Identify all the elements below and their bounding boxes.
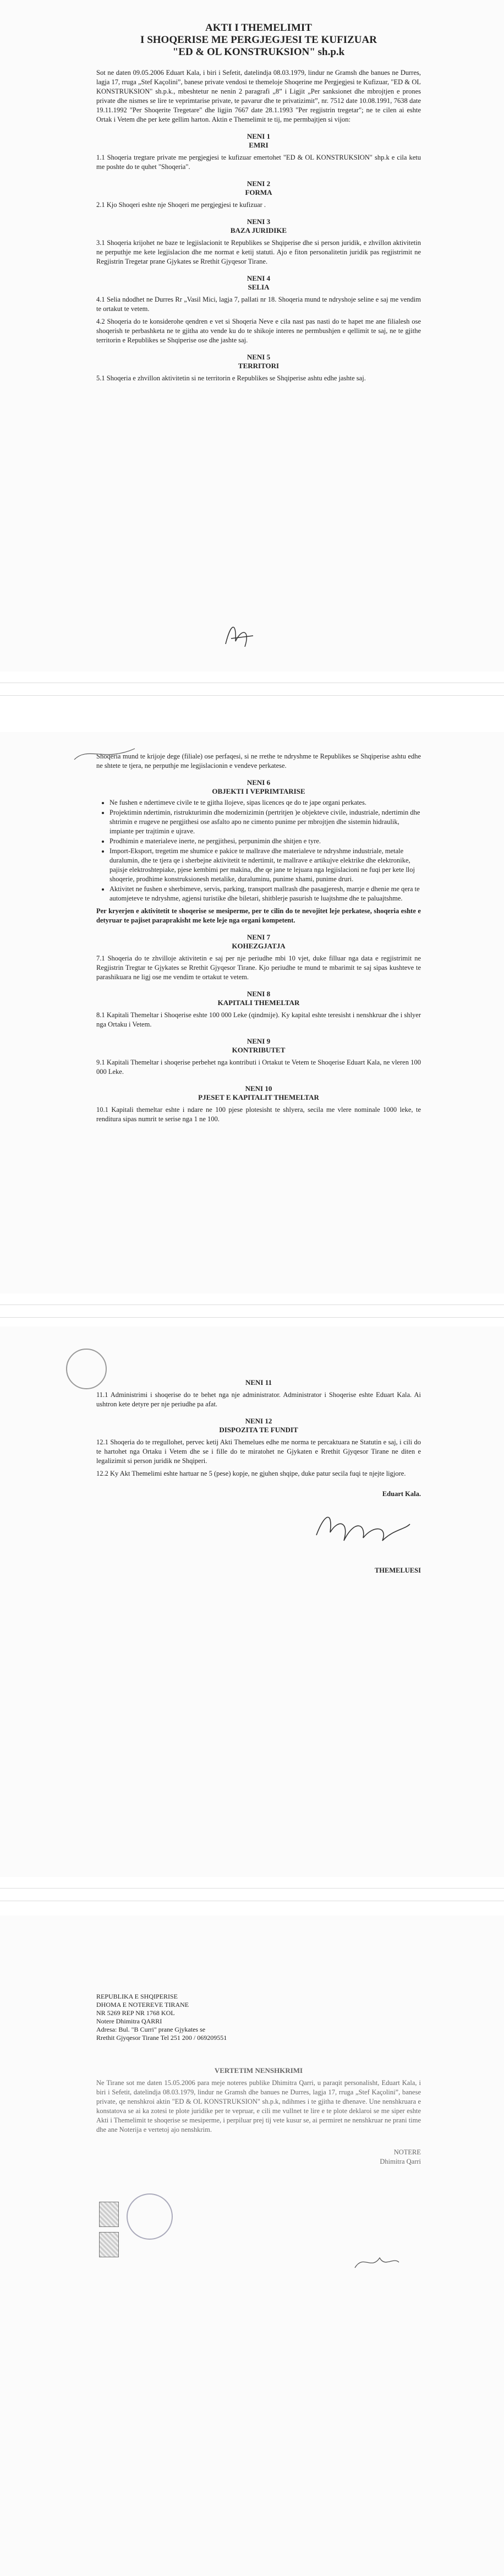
section-text-neni-7: 7.1 Shoqeria do te zhvilloje aktivitetin e saj per nje periudhe mbi 10 vjet, duke filluar nga data e regjistrimit ne Regjistrin Tregtar te Gjykates se Rrethit Gjyqesor Tirane. Kjo periudhe te mund te mbarimit te saj sipas kushteve te parashikuara ne ligj ose me vendim te ortakut te vetem.: [96, 954, 421, 981]
doc-title-line-2: I SHOQERISE ME PERGJEGJESI TE KUFIZUAR: [140, 34, 377, 46]
section-name: EMRI: [249, 141, 269, 149]
section-number: NENI 7: [246, 933, 271, 941]
page-3-content: [96, 1371, 421, 1579]
section-heading-neni-1: [96, 132, 421, 150]
signature-area: [96, 1502, 421, 1563]
doc-title-line-1: AKTI I THEMELIMIT: [205, 22, 312, 34]
section-number: NENI 8: [246, 990, 271, 998]
section-text-neni-9: 9.1 Kapitali Themeltar i shoqerise perbehet nga kontributi i Ortakut te Vetem te Shoqerise Eduart Kala, ne vleren 100 000 Leke.: [96, 1058, 421, 1076]
section-name: PJESET E KAPITALIT THEMELTAR: [198, 1093, 319, 1101]
header-line: REPUBLIKA E SHQIPERISE: [96, 1993, 178, 2000]
page-divider: [0, 1888, 504, 1901]
list-item: • Aktivitet ne fushen e sherbimeve, servis, parking, transport mallrash dhe pasagjeresh, marrje e dhenie me qera te automjeteve te ndryshme, agjensi turistike dhe biletari, shitblerje pasurish te luajtshme dhe te paluajtshme.: [109, 885, 421, 903]
section-number: NENI 6: [246, 778, 271, 787]
section-text-neni-3: 3.1 Shoqeria krijohet ne baze te legjislacionit te Republikes se Shqiperise dhe si person juridik, e zhvillon aktivitetin ne perputhje me kete legjislacion dhe me normat e ketij statuti. Ajo e fiton personalitetin juridik pas regjistrimit ne Regjistrin Tregetar prane Gjykates se Rrethit Gjyqesor Tirane.: [96, 239, 421, 265]
section-text-neni-8: 8.1 Kapitali Themeltar i Shoqerise eshte 100 000 Leke (qindmije). Ky kapital eshte teresisht i nenshkruar dhe i shlyer nga Ortaku i Vetem.: [96, 1011, 421, 1028]
section-name: BAZA JURIDIKE: [230, 226, 287, 234]
branches-paragraph: Shoqeria mund te krijoje dege (filiale) ose perfaqesi, si ne rrethe te ndryshme te Republikes se Shqiperise ashtu edhe ne shtete te tjera, ne perputhje me legjislacionin e vendeve perkatese.: [96, 752, 421, 769]
header-line: NR 5269 REP NR 1768 KOL: [96, 2009, 175, 2017]
section-text-neni-1: 1.1 Shoqeria tregtare private me pergjegjesi te kufizuar emertohet "ED & OL KONSTRUKSION" shp.k e cila ketu me poshte do te quhet "Shoqeria".: [96, 154, 421, 171]
fiscal-stamp-icon: [99, 2202, 119, 2227]
section-heading-neni-4: [96, 274, 421, 292]
list-item: • Prodhimin e materialeve inerte, ne pergjithesi, perpunimin dhe shitjen e tyre.: [109, 837, 421, 846]
section-heading-neni-5: [96, 353, 421, 370]
section-number: NENI 10: [245, 1084, 272, 1093]
notary-header: [96, 1993, 421, 2042]
founder-label: THEMELUESI: [374, 1567, 421, 1574]
document-page-2: [0, 732, 504, 1294]
page-1-content: [96, 22, 421, 386]
section-text-neni-4-1: 4.1 Selia ndodhet ne Durres Rr „Vasil Mici, lagja 7, pallati nr 18. Shoqeria mund te ndryshoje seline e saj me vendim te ortakut te vetem.: [96, 296, 421, 313]
page-divider: [0, 1305, 504, 1318]
section-name: DISPOZITA TE FUNDIT: [219, 1426, 298, 1434]
section-heading-neni-10: [96, 1084, 421, 1102]
section-text-neni-5: 5.1 Shoqeria e zhvillon aktivitetin si ne territorin e Republikes se Shqiperise ashtu edhe jashte saj.: [96, 374, 366, 382]
header-line: Adresa: Bul. "B Curri" prane Gjykates se: [96, 2026, 206, 2033]
activity-list: [101, 798, 421, 903]
section-name: OBJEKTI I VEPRIMTARISE: [212, 787, 305, 795]
header-line: DHOMA E NOTEREVE TIRANE: [96, 2001, 189, 2009]
section-text-neni-12-1: 12.1 Shoqeria do te rregullohet, pervec ketij Akti Themelues edhe me norma te percaktuara ne Statutin e saj, i cili do te hartohet nga Ortaku i Vetem dhe se i fille do te miratohet ne Gjykaten e Rrethit Gjyqesor Tirane ne diten e legalizimit si person juridik ne Shqiperi.: [96, 1438, 421, 1465]
section-heading-neni-8: [96, 990, 421, 1007]
notary-name: Dhimitra Qarri: [380, 2158, 421, 2165]
page-divider: [0, 683, 504, 696]
notary-body: [96, 2059, 421, 2170]
notary-signature: [352, 2251, 402, 2273]
notary-role: NOTERE: [393, 2148, 421, 2156]
list-item: • Projektimin ndertimin, ristrukturimin dhe modernizimin (pertritjen )e objekteve civile, industriale, ndertimin dhe shtrimin e rrugeve ne pergjithesi ose asfalto apo ne cimento punime per mbrojtjen dhe sistemin hidraulik, impiante per trajtimin e ujrave.: [109, 808, 421, 836]
fiscal-stamp-icon: [99, 2232, 119, 2257]
document-page-4: [0, 1915, 504, 2576]
intro-paragraph: Sot ne daten 09.05.2006 Eduart Kala, i biri i Sefetit, datelindja 08.03.1979, lindur ne Gramsh dhe banues ne Durres, lagja 17, rruga „Stef Kaçolini”, banese private vendosi te themeloje Shoqerine me Pergjegjesi te Kufizuar, "ED & OL KONSTRUKSION" sh.p.k., mbeshtetur ne nenin 2 paragrafi „8” i Ligjit „Per sanksionet dhe mbrojtjen e prones private dhe nismes se lire te veprimtarise private, te pavarur dhe te privatizimit”, nr. 7512 date 10.08.1991, 7638 date 19.11.1992 "Per Shoqerite Tregetare" dhe ligjin 7667 date 28.1.1993 "Per regjistrin tregetar"; ne te cilen ai eshte Ortak i Vetem dhe per kete gellim harton. Aktin e Themelimit te tij, me permbajtjen si vijon:: [96, 69, 421, 123]
section-name: KAPITALI THEMELTAR: [217, 998, 300, 1007]
section-heading-neni-6: [96, 778, 421, 796]
section-number: NENI 2: [246, 179, 271, 188]
section-heading-neni-7: [96, 933, 421, 951]
doc-title-line-3: "ED & OL KONSTRUKSION" sh.p.k: [172, 46, 345, 58]
handwritten-signature: [311, 1502, 415, 1552]
list-item: • Import-Eksport, tregetim me shumice e pakice te mallrave dhe materialeve te ndryshme industriale, metale duralumin, dhe te tjera qe i sherbejne aktivitetit te ndertimit, te mallrave e artikujve elektrike dhe elektronike, pajisje elektroshtepiake, pjese kembimi per makina, dhe qe jane te lejuara nga legjislacioni ne fuqi per kete lloj shoqerie, prodhime konstruksionesh metalike, duraluminu, punime xhami, punime druri.: [109, 847, 421, 884]
notary-title: VERTETIM NENSHKRIMI: [214, 2066, 303, 2075]
section-number: NENI 4: [246, 274, 271, 282]
section-text-neni-12-2: 12.2 Ky Akt Themelimi eshte hartuar ne 5 (pese) kopje, ne gjuhen shqipe, duke patur secila fuqi te njejte ligjore.: [96, 1470, 406, 1477]
section-name: KONTRIBUTET: [232, 1046, 286, 1054]
section-number: NENI 11: [245, 1378, 272, 1387]
section-text-neni-4-2: 4.2 Shoqeria do te konsiderohe qendren e vet si Shoqeria Neve e cila nast pas nasti do te hapet me ane filialesh ose shoqerish te perbashketa ne te gjitha ato vende ku do te shikoje interes ne permbushjen e qellimit te saj, ne te gjithe territorin e Republikes se Shqiperise ose dhe jashte saj.: [96, 318, 421, 344]
section-text-neni-11: 11.1 Administrimi i shoqerise do te behet nga nje administrator. Administrator i Shoqerise eshte Eduart Kala. Ai ushtron kete detyre per nje periudhe pa afat.: [96, 1391, 421, 1408]
document-page-3: [0, 1327, 504, 1877]
section-number: NENI 3: [246, 217, 271, 226]
header-line: Notere Dhimitra QARRI: [96, 2017, 162, 2025]
header-line: Rrethit Gjyqesor Tirane Tel 251 200 / 069209551: [96, 2034, 227, 2042]
notary-seal-icon: [127, 2193, 173, 2240]
initials-signature-icon: [220, 616, 259, 655]
notary-paragraph: Ne Tirane sot me daten 15.05.2006 para meje noteres publike Dhimitra Qarri, u paraqit personalisht, Eduart Kala, i biri i Sefetit, datelindja 08.03.1979, lindur ne Gramsh dhe banues ne Durres, lagja 17, rruga „Stef Kaçolini”, banese private, qe nenshkroi aktin "ED & OL KONSTRUKSION" sh.p.k, ndihmes i te gjitha te dhenave. Une nenshkruara e konstatova se ai ka zotesi te plote juridike per te vepruar, e cili me vullnet te lire e te plote deklaroi se me siper eshte Akti i Themelimit te shoqerise se mesiperme, i perpiluar prej tij vete kusur se, ai permiret ne nenshkruar ne prani time dhe ane Noterija e vertetoj ajo nenshkrim.: [96, 2079, 421, 2133]
section-name: TERRITORI: [238, 362, 280, 370]
list-item: • Ne fushen e ndertimeve civile te te gjitha llojeve, sipas licences qe do te jape organi perkates.: [109, 798, 421, 807]
license-requirement: Per kryerjen e aktivitetit te shoqerise se mesiperme, per te cilin do te nevojitet leje perkatese, shoqeria eshte e detyruar te pajiset paraprakisht me kete leje nga organi kompetent.: [96, 907, 421, 924]
stamp-icon: [66, 1349, 107, 1389]
section-heading-neni-12: [96, 1417, 421, 1434]
signer-name: Eduart Kala.: [382, 1490, 421, 1498]
section-heading-neni-9: [96, 1037, 421, 1055]
section-text-neni-10: 10.1 Kapitali themeltar eshte i ndare ne 100 pjese plotesisht te shlyera, secila me vlere nominale 1000 leke, te renditura sipas numrit te serise nga 1 ne 100.: [96, 1106, 421, 1123]
section-name: FORMA: [245, 188, 272, 197]
section-number: NENI 12: [245, 1417, 272, 1425]
section-heading-neni-11: [96, 1378, 421, 1387]
document-page-1: [0, 0, 504, 672]
scribble-mark-icon: [72, 743, 138, 765]
section-heading-neni-3: [96, 217, 421, 235]
section-number: NENI 9: [246, 1037, 271, 1045]
page-2-content: [96, 749, 421, 1127]
section-number: NENI 5: [246, 353, 271, 361]
section-heading-neni-2: [96, 179, 421, 197]
section-text-neni-2: 2.1 Kjo Shoqeri eshte nje Shoqeri me pergjegjesi te kufizuar .: [96, 201, 266, 209]
section-name: SELIA: [248, 283, 270, 291]
section-name: KOHEZGJATJA: [232, 942, 286, 950]
section-number: NENI 1: [246, 132, 271, 140]
